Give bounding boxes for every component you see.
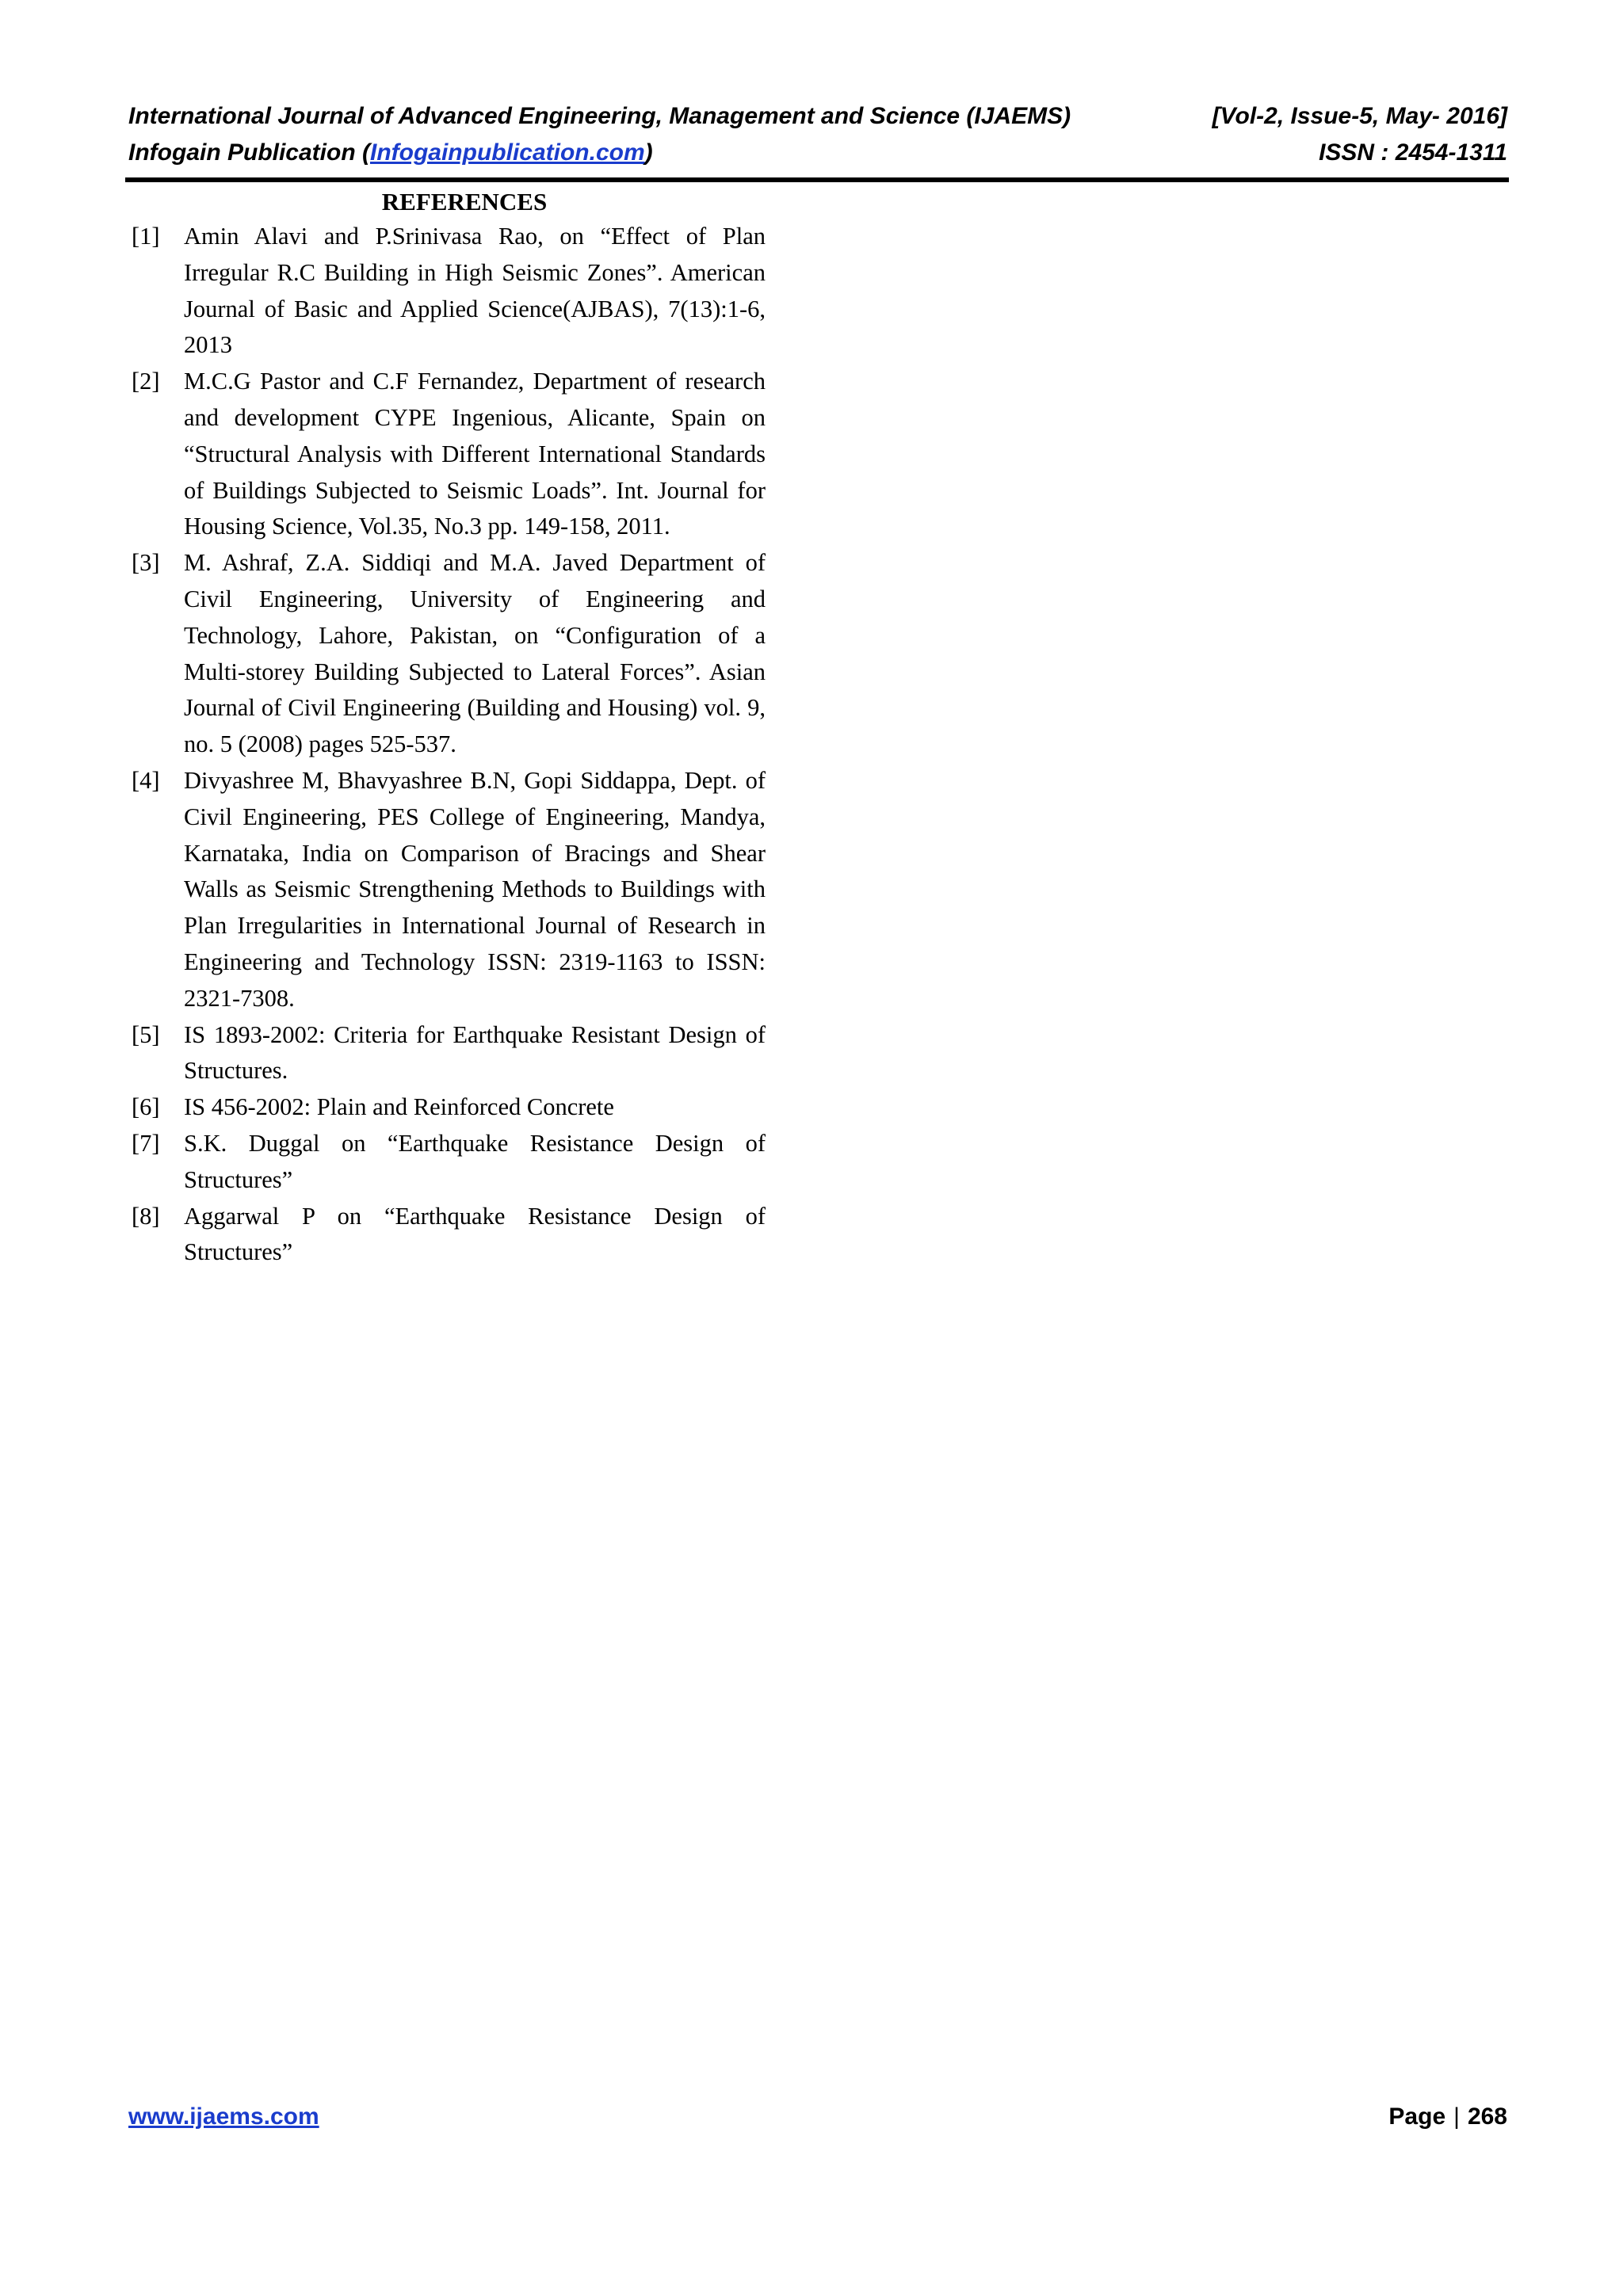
reference-number: [6] [132,1093,160,1121]
reference-item [132,1089,766,1126]
reference-text: Divyashree M, Bhavyashree B.N, Gopi Siddappa, Dept. of Civil Engineering, PES College of Engineering, Mandya, Karnataka, India on Comparison of Bracings and Shear Walls as Seismic Strengthening Methods to Buildings with Plan Irregularities in International Journal of Research in Engineering and Technology ISSN: 2319-1163 to ISSN: 2321-7308. [184,766,766,1012]
website-link[interactable]: www.ijaems.com [128,2103,319,2130]
reference-number: [5] [132,1020,160,1048]
reference-number: [7] [132,1129,160,1157]
reference-text: S.K. Duggal on “Earthquake Resistance Design of Structures” [184,1129,766,1193]
page-indicator [1388,2101,1507,2133]
page-number: 268 [1467,2103,1507,2130]
publisher [128,135,653,171]
header-rule [125,177,1509,182]
reference-text: Aggarwal P on “Earthquake Resistance Design of Structures” [184,1202,766,1266]
reference-number: [1] [132,223,160,250]
publisher-link[interactable]: Infogainpublication.com [369,139,645,166]
reference-item [132,1199,766,1272]
references-heading: REFERENCES [381,188,548,215]
publisher-prefix: Infogain Publication ( [128,139,370,166]
page-label: Page [1388,2103,1446,2130]
page-header [128,98,1507,171]
reference-number: [4] [132,766,160,794]
reference-text: Amin Alavi and P.Srinivasa Rao, on “Effect of Plan Irregular R.C Building in High Seismic Zones”. American Journal of Basic and Applied Science(AJBAS), 7(13):1-6, 2013 [184,223,766,359]
reference-text: M. Ashraf, Z.A. Siddiqi and M.A. Javed Department of Civil Engineering, University of Engineering and Technology, Lahore, Pakistan, on “Configuration of a Multi-storey Building Subjected to Lateral Forces”. Asian Journal of Civil Engineering (Building and Housing) vol. 9, no. 5 (2008) pages 525-537. [184,549,766,758]
reference-number: [3] [132,549,160,577]
reference-item [132,364,766,545]
reference-number: [8] [132,1202,160,1230]
page-separator: | [1453,2103,1460,2130]
reference-text: M.C.G Pastor and C.F Fernandez, Department of research and development CYPE Ingenious, Alicante, Spain on “Structural Analysis with Different International Standards of Buildings Subjected to Seismic Loads”. Int. Journal for Housing Science, Vol.35, No.3 pp. 149-158, 2011. [184,368,766,540]
volume-issue: [Vol-2, Issue-5, May- 2016] [1212,103,1507,129]
header-row-top [128,98,1507,135]
reference-item [132,1017,766,1090]
page-footer [128,2101,1507,2133]
reference-text: IS 1893-2002: Criteria for Earthquake Resistant Design of Structures. [184,1020,766,1085]
reference-item [132,219,766,364]
references-section [132,185,766,1271]
header-row-bottom [128,135,1507,171]
reference-number: [2] [132,368,160,395]
publisher-suffix: ) [644,139,653,166]
reference-item [132,545,766,763]
reference-item [132,1126,766,1199]
reference-text: IS 456-2002: Plain and Reinforced Concrete [184,1093,614,1121]
issn: ISSN : 2454-1311 [1319,139,1507,166]
journal-title: International Journal of Advanced Engineering, Management and Science (IJAEMS) [128,103,1071,129]
reference-item [132,763,766,1017]
